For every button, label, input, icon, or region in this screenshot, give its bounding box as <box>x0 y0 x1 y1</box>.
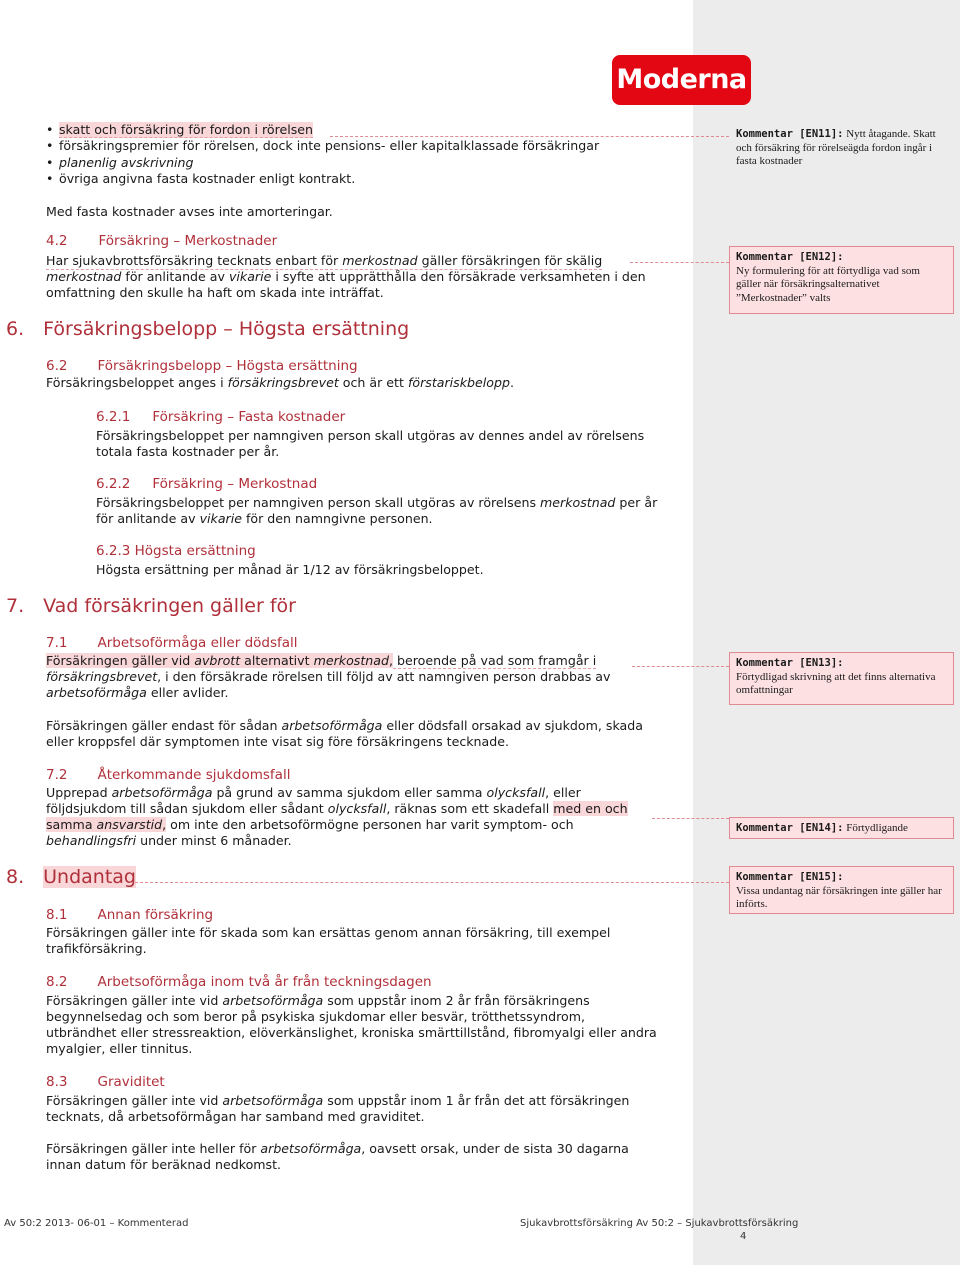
section-6-2-2-heading: 6.2.2 Försäkring – Merkostnad <box>96 476 318 492</box>
section-7-2-line-1: Upprepad arbetsoförmåga på grund av samma sjukdom eller samma olycksfall, eller <box>46 785 581 800</box>
comment-leader-line <box>632 666 729 667</box>
comment-leader-line <box>130 882 729 883</box>
section-4-2-line-2: merkostnad för anlitande av vikarie i syfte att upprätthålla den försäkrade verksamheten i den <box>46 269 646 284</box>
section-8-3-para2-line-2: innan datum för beräknad nedkomst. <box>46 1157 282 1172</box>
list-item: • skatt och försäkring för fordon i rörelsen <box>46 122 599 138</box>
fixed-costs-list <box>46 122 599 188</box>
section-8-3-heading: 8.3 Graviditet <box>46 1074 165 1090</box>
comment-en15[interactable]: Kommentar [EN15]: Vissa undantag när försäkringen inte gäller har införts. <box>729 866 954 914</box>
section-7-1-para2-line-1: Försäkringen gäller endast för sådan arbetsoförmåga eller dödsfall orsakad av sjukdom, skada <box>46 718 643 733</box>
section-6-2-1-heading: 6.2.1 Försäkring – Fasta kostnader <box>96 409 346 425</box>
section-7-1-line-2: försäkringsbrevet, i den försäkrade rörelsen till följd av att namngiven person drabbas av <box>46 669 611 684</box>
footer-left: Av 50:2 2013- 06-01 – Kommenterad <box>4 1218 189 1229</box>
section-6-2-1-line-1: Försäkringsbeloppet per namngiven person skall utgöras av dennes andel av rörelsens <box>96 428 645 443</box>
section-8-2-heading: 8.2 Arbetsoförmåga inom två år från teckningsdagen <box>46 974 432 990</box>
section-8-2-line-3: utbrändhet eller stressreaktion, elöverkänslighet, kroniska smärttillstånd, fibromyalgi eller andra <box>46 1025 657 1040</box>
section-4-2-line-1: Har sjukavbrottsförsäkring tecknats enbart för merkostnad gäller försäkringen för skälig <box>46 253 602 270</box>
comment-en14[interactable]: Kommentar [EN14]: Förtydligande <box>729 817 954 839</box>
section-8-1-heading: 8.1 Annan försäkring <box>46 907 214 923</box>
comment-margin-pane <box>693 0 960 1265</box>
list-item: • försäkringspremier för rörelsen, dock inte pensions- eller kapitalklassade försäkringar <box>46 138 599 154</box>
section-7-2-line-3: samma ansvarstid, om inte den arbetsoförmögne personen har varit symptom- och <box>46 817 574 832</box>
comment-leader-line <box>330 136 729 137</box>
section-8-1-line-1: Försäkringen gäller inte för skada som kan ersättas genom annan försäkring, till exempel <box>46 925 611 940</box>
section-6-2-3-heading: 6.2.3 Högsta ersättning <box>96 543 256 559</box>
section-6-2-heading: 6.2 Försäkringsbelopp – Högsta ersättning <box>46 358 358 374</box>
list-item: • planenlig avskrivning <box>46 155 599 171</box>
section-8-heading: 8. Undantag <box>6 866 136 888</box>
section-7-2-heading: 7.2 Återkommande sjukdomsfall <box>46 767 291 783</box>
paragraph-amortization: Med fasta kostnader avses inte amorteringar. <box>46 204 333 219</box>
section-4-2-heading: 4.2 Försäkring – Merkostnader <box>46 233 278 249</box>
footer-right: Sjukavbrottsförsäkring Av 50:2 – Sjukavbrottsförsäkring <box>520 1218 799 1229</box>
comment-en13[interactable]: Kommentar [EN13]: Förtydligad skrivning att det finns alternativa omfattningar <box>729 652 954 705</box>
section-8-3-para2-line-1: Försäkringen gäller inte heller för arbetsoförmåga, oavsett orsak, under de sista 30 dagarna <box>46 1141 629 1156</box>
section-7-1-heading: 7.1 Arbetsoförmåga eller dödsfall <box>46 635 298 651</box>
section-8-3-line-1: Försäkringen gäller inte vid arbetsoförmåga som uppstår inom 1 år från det att försäkringen <box>46 1093 630 1108</box>
section-8-1-line-2: trafikförsäkring. <box>46 941 147 956</box>
section-7-heading: 7. Vad försäkringen gäller för <box>6 595 296 617</box>
section-6-2-text: Försäkringsbeloppet anges i försäkringsbrevet och är ett förstariskbelopp. <box>46 375 514 390</box>
list-item: • övriga angivna fasta kostnader enligt kontrakt. <box>46 171 599 187</box>
section-4-2-line-3: omfattning den skulle ha haft om skada inte inträffat. <box>46 285 384 300</box>
section-7-2-line-2: följdsjukdom till sådan sjukdom eller sådant olycksfall, räknas som ett skadefall med en och <box>46 801 628 816</box>
section-8-2-line-1: Försäkringen gäller inte vid arbetsoförmåga som uppstår inom 2 år från försäkringens <box>46 993 590 1008</box>
section-8-3-line-2: tecknats, då arbetsoförmågan har samband med graviditet. <box>46 1109 425 1124</box>
section-8-2-line-4: myalgier, eller tinnitus. <box>46 1041 193 1056</box>
comment-en11[interactable]: Kommentar [EN11]: Nytt åtagande. Skatt och försäkring för rörelseägda fordon ingår i fasta kostnader <box>736 128 936 167</box>
comment-leader-line <box>652 818 729 819</box>
comment-leader-line <box>630 262 729 263</box>
section-8-2-line-2: begynnelsedag och som beror på psykiska sjukdomar eller besvär, trötthetssyndrom, <box>46 1009 586 1024</box>
section-6-2-2-line-2: för anlitande av vikarie för den namngivne personen. <box>96 511 433 526</box>
section-7-1-line-1: Försäkringen gäller vid avbrott alternativt merkostnad, beroende på vad som framgår i <box>46 653 597 668</box>
section-7-2-line-4: behandlingsfri under minst 6 månader. <box>46 833 292 848</box>
section-7-1-para2-line-2: eller kroppsfel där symptomen inte visat sig före försäkringens tecknade. <box>46 734 509 749</box>
section-7-1-line-3: arbetsoförmåga eller avlider. <box>46 685 229 700</box>
section-6-heading: 6. Försäkringsbelopp – Högsta ersättning <box>6 318 410 340</box>
comment-en12[interactable]: Kommentar [EN12]: Ny formulering för att förtydliga vad som gäller när försäkringsalternativet ”Merkostnader” valts <box>729 246 954 314</box>
section-6-2-1-line-2: totala fasta kostnader per år. <box>96 444 280 459</box>
section-6-2-2-line-1: Försäkringsbeloppet per namngiven person skall utgöras av rörelsens merkostnad per år <box>96 495 658 510</box>
page-number: 4 <box>740 1231 747 1242</box>
section-6-2-3-line-1: Högsta ersättning per månad är 1/12 av försäkringsbeloppet. <box>96 562 484 577</box>
brand-logo: Moderna <box>612 55 751 105</box>
